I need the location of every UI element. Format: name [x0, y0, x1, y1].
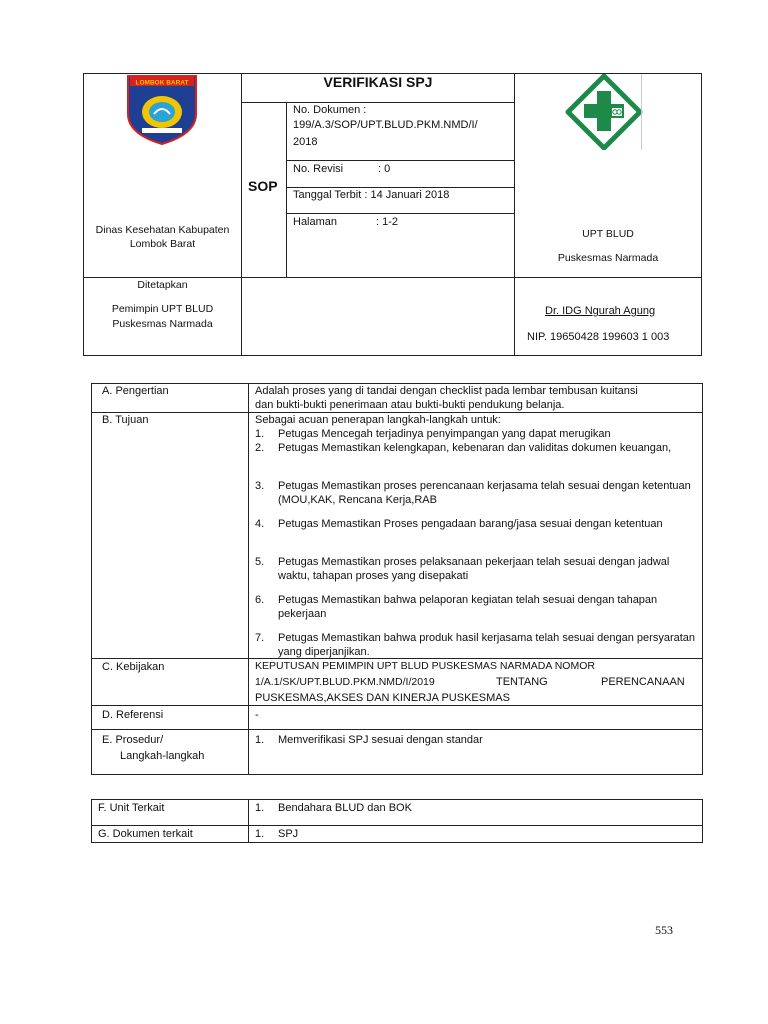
section-a-text-1: Adalah proses yang di tandai dengan checklist pada lembar tembusan kuitansi [255, 385, 638, 397]
list-number: 3. [255, 480, 265, 492]
section-e-label-2: Langkah-langkah [120, 750, 205, 762]
section-a-text-2: dan bukti-bukti penerimaan atau bukti-bukti pendukung belanja. [255, 399, 565, 411]
section-f-label: F. Unit Terkait [98, 802, 165, 814]
section-f-text: Bendahara BLUD dan BOK [278, 802, 412, 814]
section-b-label: B. Tujuan [102, 414, 149, 426]
list-text: Petugas Memastikan bahwa pelaporan kegiatan telah sesuai dengan tahapan pekerjaan [278, 594, 658, 620]
signer-nip: NIP. 19650428 199603 1 003 [527, 331, 670, 343]
list-number: 7. [255, 632, 265, 644]
section-c-label: C. Kebijakan [102, 661, 165, 673]
signer-name: Dr. IDG Ngurah Agung [545, 305, 656, 317]
org-left-line-1: Dinas Kesehatan Kabupaten [95, 224, 230, 236]
section-c-line-1: KEPUTUSAN PEMIMPIN UPT BLUD PUSKESMAS NARMADA NOMOR [255, 660, 595, 672]
list-number: 1. [255, 428, 265, 440]
org-right-line-2: Puskesmas Narmada [557, 252, 659, 264]
section-g-text: SPJ [278, 828, 299, 840]
no-dokumen-value-1: 199/A.3/SOP/UPT.BLUD.PKM.NMD/I/ [293, 119, 478, 131]
section-g-number: 1. [255, 828, 265, 840]
list-text: Petugas Mencegah terjadinya penyimpangan yang dapat merugikan [278, 428, 611, 440]
section-d-label: D. Referensi [102, 709, 164, 721]
pemimpin-line-2: Puskesmas Narmada [112, 318, 213, 330]
section-c-line-2b: TENTANG [496, 676, 548, 688]
list-text: Petugas Memastikan Proses pengadaan barang/jasa sesuai dengan ketentuan [278, 518, 663, 530]
no-revisi-value: : 0 [378, 163, 391, 175]
section-b-intro: Sebagai acuan penerapan langkah-langkah untuk: [255, 414, 501, 426]
page-number: 553 [655, 923, 673, 937]
crest-text: LOMBOK BARAT [135, 79, 189, 87]
section-c-line-2a: 1/A.1/SK/UPT.BLUD.PKM.NMD/I/2019 [255, 676, 435, 688]
list-text: Petugas Memastikan bahwa produk hasil kerjasama telah sesuai dengan persyaratan yang diperjanjikan. [278, 632, 696, 658]
ditetapkan-label: Ditetapkan [137, 279, 188, 291]
lombok-barat-crest-icon [124, 74, 200, 146]
pemimpin-line-1: Pemimpin UPT BLUD [111, 303, 214, 315]
section-g-label: G. Dokumen terkait [98, 828, 193, 840]
no-dokumen-value-2: 2018 [293, 136, 318, 148]
section-e-number: 1. [255, 734, 265, 746]
list-text: Petugas Memastikan kelengkapan, kebenaran dan validitas dokumen keuangan, [278, 442, 672, 454]
org-left-line-2: Lombok Barat [129, 238, 196, 250]
section-c-line-3: PUSKESMAS,AKSES DAN KINERJA PUSKESMAS [255, 692, 510, 704]
sop-label: SOP [248, 178, 278, 194]
section-e-text: Memverifikasi SPJ sesuai dengan standar [278, 734, 483, 746]
puskesmas-logo-icon [564, 74, 644, 150]
section-f-number: 1. [255, 802, 265, 814]
list-number: 6. [255, 594, 265, 606]
halaman-value: : 1-2 [376, 216, 399, 228]
no-revisi-label: No. Revisi [293, 163, 344, 175]
no-dokumen-label: No. Dokumen : [293, 104, 367, 116]
org-right-line-1: UPT BLUD [582, 228, 634, 240]
document-title: VERIFIKASI SPJ [323, 74, 433, 90]
section-c-line-2c: PERENCANAAN [601, 676, 685, 688]
list-text: Petugas Memastikan proses pelaksanaan pekerjaan telah sesuai dengan jadwal waktu, tahapan proses yang disepakati [278, 556, 670, 582]
list-number: 2. [255, 442, 265, 454]
list-number: 5. [255, 556, 265, 568]
list-number: 4. [255, 518, 265, 530]
section-a-label: A. Pengertian [102, 385, 169, 397]
list-text: Petugas Memastikan proses perencanaan kerjasama telah sesuai dengan ketentuan (MOU,KAK, Rencana Kerja,RAB [278, 480, 691, 506]
halaman-label: Halaman [293, 216, 338, 228]
tanggal-terbit: Tanggal Terbit : 14 Januari 2018 [293, 189, 450, 201]
section-d-text: - [255, 709, 259, 721]
section-e-label: E. Prosedur/ [102, 734, 164, 746]
